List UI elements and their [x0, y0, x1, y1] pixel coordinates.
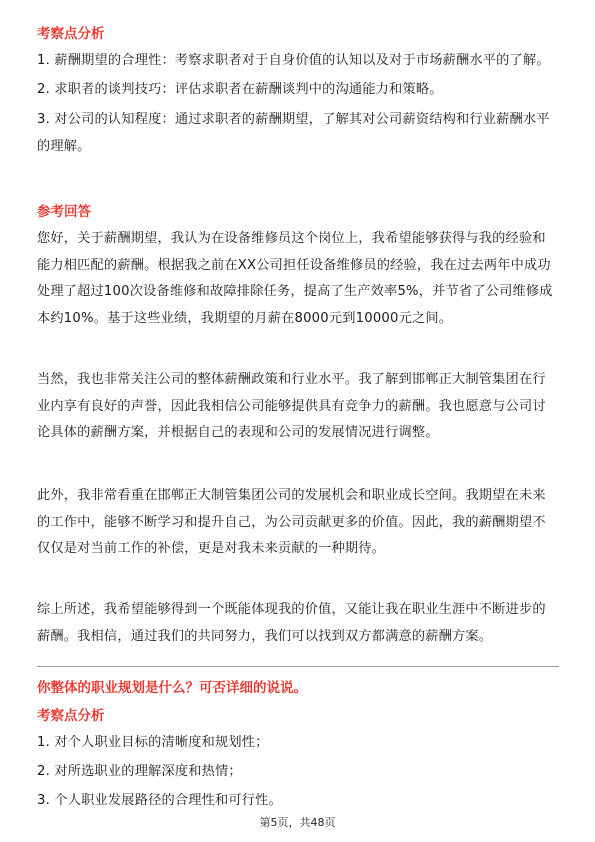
analysis-item: 1. 薪酬期望的合理性：考察求职者对于自身价值的认知以及对于市场薪酬水平的了解。: [37, 53, 550, 68]
q1-analysis-list: [37, 47, 559, 160]
answer-paragraph-text: 当然，我也非常关注公司的整体薪酬政策和行业水平。我了解到邯郸正大制管集团在行业内享有良好的声誉，因此我相信公司能够提供具有竞争力的薪酬。我也愿意与公司讨论具体的薪酬方案，并根据自己的表现和公司的发展情况进行调整。: [37, 372, 546, 440]
analysis-heading: 考察点分析: [37, 708, 105, 724]
analysis-heading: 考察点分析: [37, 26, 105, 42]
answer-heading: 参考回答: [37, 204, 91, 220]
question-title: [37, 678, 559, 698]
answer-paragraph: [37, 367, 559, 447]
q2-analysis-section: [37, 706, 559, 726]
page-footer: [0, 814, 595, 830]
q1-answer-section: [37, 202, 559, 222]
q1-analysis-section: [37, 24, 559, 44]
analysis-item: 2. 对所选职业的理解深度和热情；: [37, 764, 242, 779]
analysis-item: 2. 求职者的谈判技巧：评估求职者在薪酬谈判中的沟通能力和策略。: [37, 82, 443, 97]
q2-analysis-list: [37, 729, 559, 814]
analysis-item: 3. 对公司的认知程度：通过求职者的薪酬期望，了解其对公司薪资结构和行业薪酬水平的理解。: [37, 112, 550, 154]
answer-paragraph-text: 您好，关于薪酬期望，我认为在设备维修员这个岗位上，我希望能够获得与我的经验和能力相匹配的薪酬。根据我之前在XX公司担任设备维修员的经验，我在过去两年中成功处理了超过100次设备维修和故障排除任务，提高了生产效率5%，并节省了公司维修成本约10%。基于这些业绩，我期望的月薪在8000元到10000元之间。: [37, 231, 553, 326]
answer-paragraph: [37, 483, 559, 563]
answer-paragraph-text: 综上所述，我希望能够得到一个既能体现我的价值，又能让我在职业生涯中不断进步的薪酬。我相信，通过我们的共同努力，我们可以找到双方都满意的薪酬方案。: [37, 602, 546, 644]
analysis-item: 1. 对个人职业目标的清晰度和规划性；: [37, 735, 269, 750]
answer-paragraph: [37, 597, 559, 650]
section-divider: [37, 666, 559, 667]
answer-paragraph-text: 此外，我非常看重在邯郸正大制管集团公司的发展机会和职业成长空间。我期望在未来的工作中，能够不断学习和提升自己，为公司贡献更多的价值。因此，我的薪酬期望不仅仅是对当前工作的补偿，更是对我未来贡献的一种期待。: [37, 488, 546, 556]
answer-paragraph: [37, 226, 559, 332]
question-title-text: 你整体的职业规划是什么？可否详细的说说。: [37, 680, 307, 696]
page-number: 第5页，共48页: [259, 816, 336, 829]
analysis-item: 3. 个人职业发展路径的合理性和可行性。: [37, 793, 282, 808]
